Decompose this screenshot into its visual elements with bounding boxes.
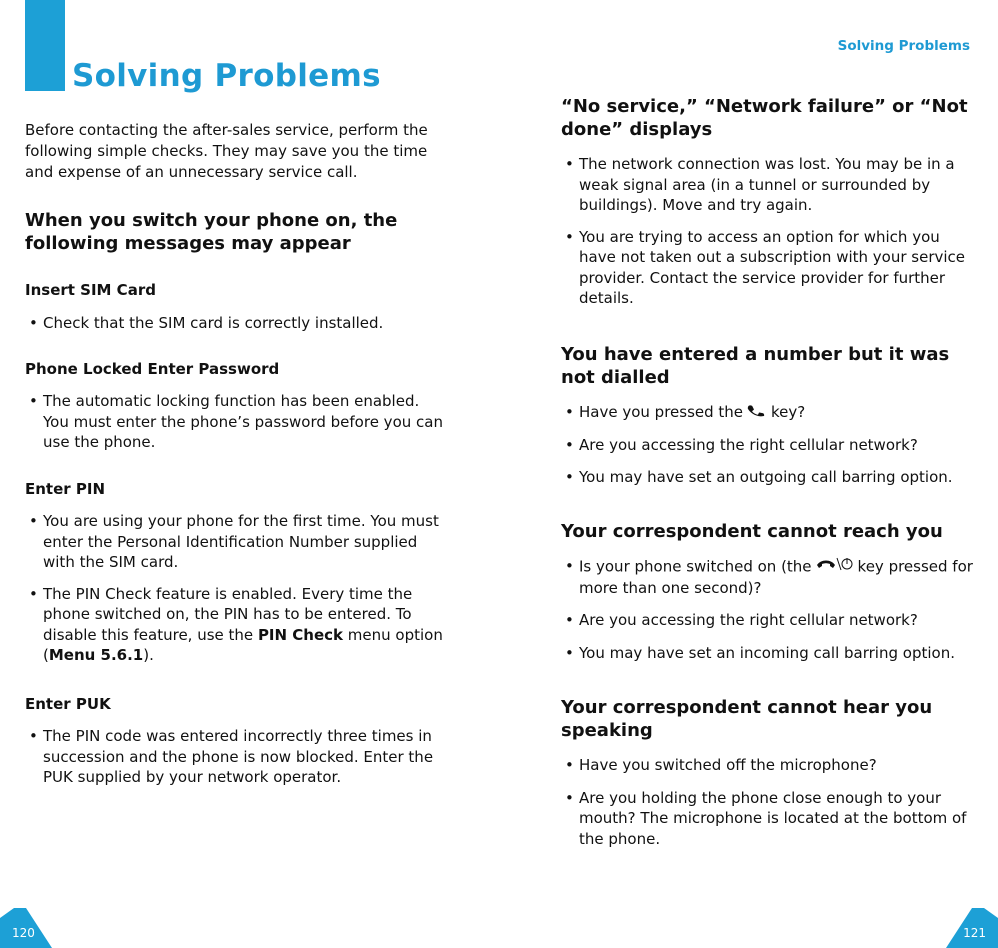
list-item: • The PIN code was entered incorrectly three times in succession and the phone is now blocked. Enter the PUK supplied by your network operator. — [29, 727, 434, 786]
page-number: 120 — [12, 926, 35, 940]
right-page — [499, 0, 998, 948]
list-item: • The PIN Check feature is enabled. Every time the phone switched on, the PIN has to be entered. To disable this feature, use the PIN Check menu option (Menu 5.6.1). — [29, 584, 443, 664]
list-item: • The automatic locking function has been enabled. You must enter the phone’s password before you can use the phone. — [29, 392, 443, 451]
list-item: • You may have set an outgoing call barring option. — [565, 468, 953, 487]
cannot-reach-block — [561, 520, 981, 663]
list-item: • The network connection was lost. You may be in a weak signal area (in a tunnel or surrounded by buildings). Move and try again. — [565, 155, 955, 214]
list-item: • Are you accessing the right cellular network? — [565, 611, 918, 629]
list-item: • You are trying to access an option for which you have not taken out a subscription with your service provider. Contact the service provider for further details. — [565, 227, 966, 307]
page-number-badge — [0, 908, 56, 948]
intro-block — [25, 120, 445, 183]
list-item: • You may have set an incoming call barring option. — [565, 643, 955, 662]
not-dialled-heading: You have entered a number but it was not dialled — [561, 344, 950, 388]
phone-locked-heading: Phone Locked Enter Password — [25, 360, 280, 378]
not-dialled-block — [561, 343, 981, 488]
cannot-hear-block — [561, 696, 971, 849]
list-item: • Have you switched off the microphone? — [565, 756, 877, 774]
pin-check-label: PIN Check — [257, 625, 344, 644]
no-service-heading: “No service,” “Network failure” or “Not done” displays — [561, 96, 968, 140]
list-item: • Are you accessing the right cellular network? — [565, 435, 918, 454]
page-number: 121 — [963, 926, 986, 940]
list-item: • Check that the SIM card is correctly installed. — [29, 314, 384, 332]
section-heading-block — [25, 209, 435, 255]
section-heading: When you switch your phone on, the following messages may appear — [25, 210, 398, 254]
insert-sim-heading: Insert SIM Card — [25, 281, 156, 299]
running-header: Solving Problems — [837, 38, 970, 54]
enter-puk-heading: Enter PUK — [25, 695, 111, 713]
page-number-badge — [942, 908, 998, 948]
intro-paragraph: Before contacting the after-sales service, perform the following simple checks. They may save you the time and expense of an unnecessary service call. — [25, 121, 428, 181]
phone-locked-block — [25, 359, 445, 453]
enter-puk-block — [25, 694, 445, 788]
list-item: • You are using your phone for the first time. You must enter the Personal Identification Number supplied with the SIM card. — [29, 512, 439, 571]
list-item: • Is your phone switched on (the key pressed for more than one second)? — [565, 557, 973, 597]
cannot-hear-heading: Your correspondent cannot hear you speaking — [561, 697, 933, 741]
no-service-block — [561, 95, 971, 309]
menu-reference: Menu 5.6.1 — [48, 646, 144, 664]
list-item: • Have you pressed the key? — [565, 403, 806, 421]
page-title: Solving Problems — [72, 58, 381, 94]
enter-pin-block — [25, 479, 445, 666]
enter-pin-heading: Enter PIN — [25, 480, 106, 498]
section-tab — [25, 0, 65, 91]
insert-sim-block — [25, 280, 445, 334]
send-key-icon — [746, 402, 768, 423]
power-end-key-icon — [815, 556, 855, 578]
cannot-reach-heading: Your correspondent cannot reach you — [561, 521, 943, 542]
list-item: • Are you holding the phone close enough to your mouth? The microphone is located at the bottom of the phone. — [565, 788, 967, 848]
